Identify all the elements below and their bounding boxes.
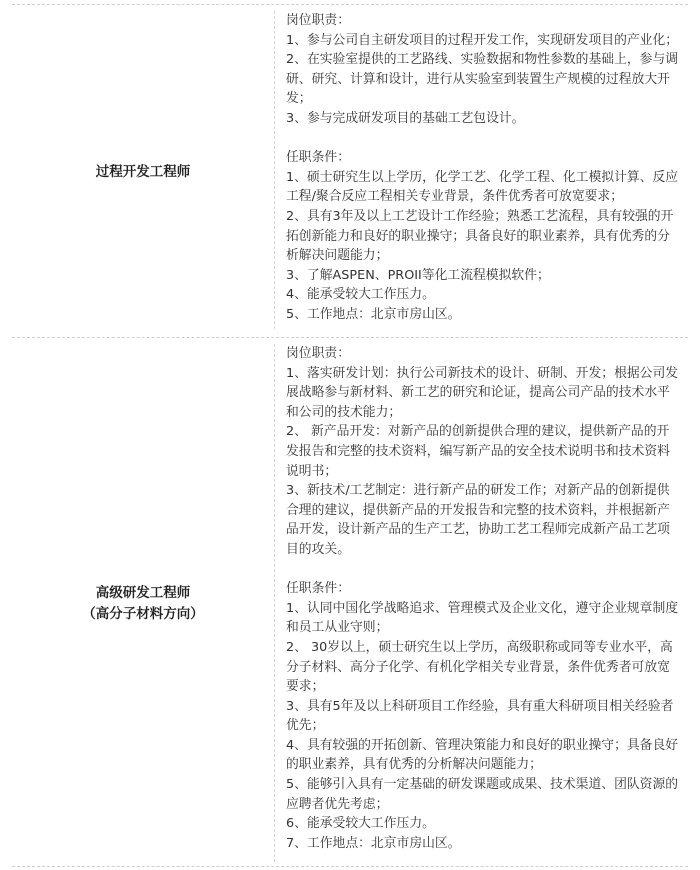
description-line: 和公司的技术能力； xyxy=(286,404,402,420)
description-line: 和员工从业守则； xyxy=(286,620,389,636)
description-line: 2、 新产品开发：对新产品的创新提供合理的建议，提供新产品的开 xyxy=(286,424,670,440)
description-line: 目的攻关。 xyxy=(286,541,350,557)
job-title xyxy=(12,162,274,183)
job-title-line: 高级研发工程师 xyxy=(95,585,191,601)
spacer xyxy=(286,560,684,580)
column-divider xyxy=(274,11,275,329)
section-heading: 岗位职责： xyxy=(286,13,350,28)
job-title xyxy=(12,583,274,625)
description-line: 说明书； xyxy=(286,463,338,479)
section-heading: 任职条件： xyxy=(286,150,350,166)
column-divider xyxy=(274,344,275,862)
description-line: 3、了解ASPEN、PROII等化工流程模拟软件； xyxy=(286,267,550,283)
job-row xyxy=(12,337,688,867)
description-line: 发报告和完整的技术资料，编写新产品的安全技术说明书和技术资料 xyxy=(286,443,670,459)
job-title-line: 过程开发工程师 xyxy=(95,164,191,180)
description-line: 1、认同中国化学战略追求、管理模式及企业文化，遵守企业规章制度 xyxy=(286,600,679,616)
description-line: 2、 30岁以上，硕士研究生以上学历，高级职称或同等专业水平，高 xyxy=(286,639,673,655)
description-line: 要求； xyxy=(286,679,325,695)
spacer xyxy=(286,129,684,149)
job-description xyxy=(286,344,684,853)
job-row xyxy=(12,4,688,333)
description-line: 4、具有较强的开拓创新、管理决策能力和良好的职业操守；具备良好 xyxy=(286,737,679,753)
description-line: 发； xyxy=(286,91,312,107)
description-line: 展战略参与新材料、新工艺的研究和论证，提高公司产品的技术水平 xyxy=(286,385,670,401)
description-line: 1、落实研发计划：执行公司新技术的设计、研制、开发；根据公司发 xyxy=(286,365,679,381)
description-line: 3、具有5年及以上科研项目工作经验，具有重大科研项目相关经验者 xyxy=(286,698,674,714)
description-line: 分子材料、高分子化学、有机化学相关专业背景，条件优秀者可放宽 xyxy=(286,659,670,675)
description-line: 6、能承受较大工作压力。 xyxy=(286,816,435,832)
description-line: 拓创新能力和良好的职业操守；具备良好的职业素养，具有优秀的分 xyxy=(286,228,670,244)
description-line: 5、能够引入具有一定基础的研发课题或成果、技术渠道、团队资源的 xyxy=(286,777,679,793)
job-table xyxy=(12,0,688,870)
description-line: 1、参与公司自主研发项目的过程开发工作，实现研发项目的产业化； xyxy=(286,32,679,48)
job-description xyxy=(286,11,684,325)
description-line: 2、在实验室提供的工艺路线、实验数据和物性参数的基础上，参与调 xyxy=(286,52,679,68)
description-line: 7、工作地点：北京市房山区。 xyxy=(286,835,461,851)
job-title-line: （高分子材料方向） xyxy=(82,606,204,622)
description-line: 优先； xyxy=(286,718,325,734)
section-heading: 任职条件： xyxy=(286,581,350,597)
description-line: 4、能承受较大工作压力。 xyxy=(286,287,435,303)
description-line: 3、新技术/工艺制定：进行新产品的研发工作；对新产品的创新提供 xyxy=(286,483,670,499)
description-line: 1、硕士研究生以上学历，化学工艺、化学工程、化工模拟计算、反应 xyxy=(286,169,679,185)
description-line: 工程/聚合反应工程相关专业背景，条件优秀者可放宽要求； xyxy=(286,189,624,205)
description-line: 2、具有3年及以上工艺设计工作经验；熟悉工艺流程，具有较强的开 xyxy=(286,208,674,224)
description-line: 应聘者优先考虑； xyxy=(286,796,389,812)
description-line: 析解决问题能力； xyxy=(286,248,389,264)
description-line: 3、参与完成研发项目的基础工艺包设计。 xyxy=(286,110,525,126)
section-heading: 岗位职责： xyxy=(286,346,350,361)
description-line: 品开发，设计新产品的生产工艺，协助工艺工程师完成新产品工艺项 xyxy=(286,522,670,538)
description-line: 的职业素养，具有优秀的分析解决问题能力； xyxy=(286,757,542,773)
description-line: 5、工作地点：北京市房山区。 xyxy=(286,306,461,322)
description-line: 合理的建议，提供新产品的开发报告和完整的技术资料，并根据新产 xyxy=(286,502,670,518)
description-line: 研、研究、计算和设计，进行从实验室到装置生产规模的过程放大开 xyxy=(286,71,670,87)
